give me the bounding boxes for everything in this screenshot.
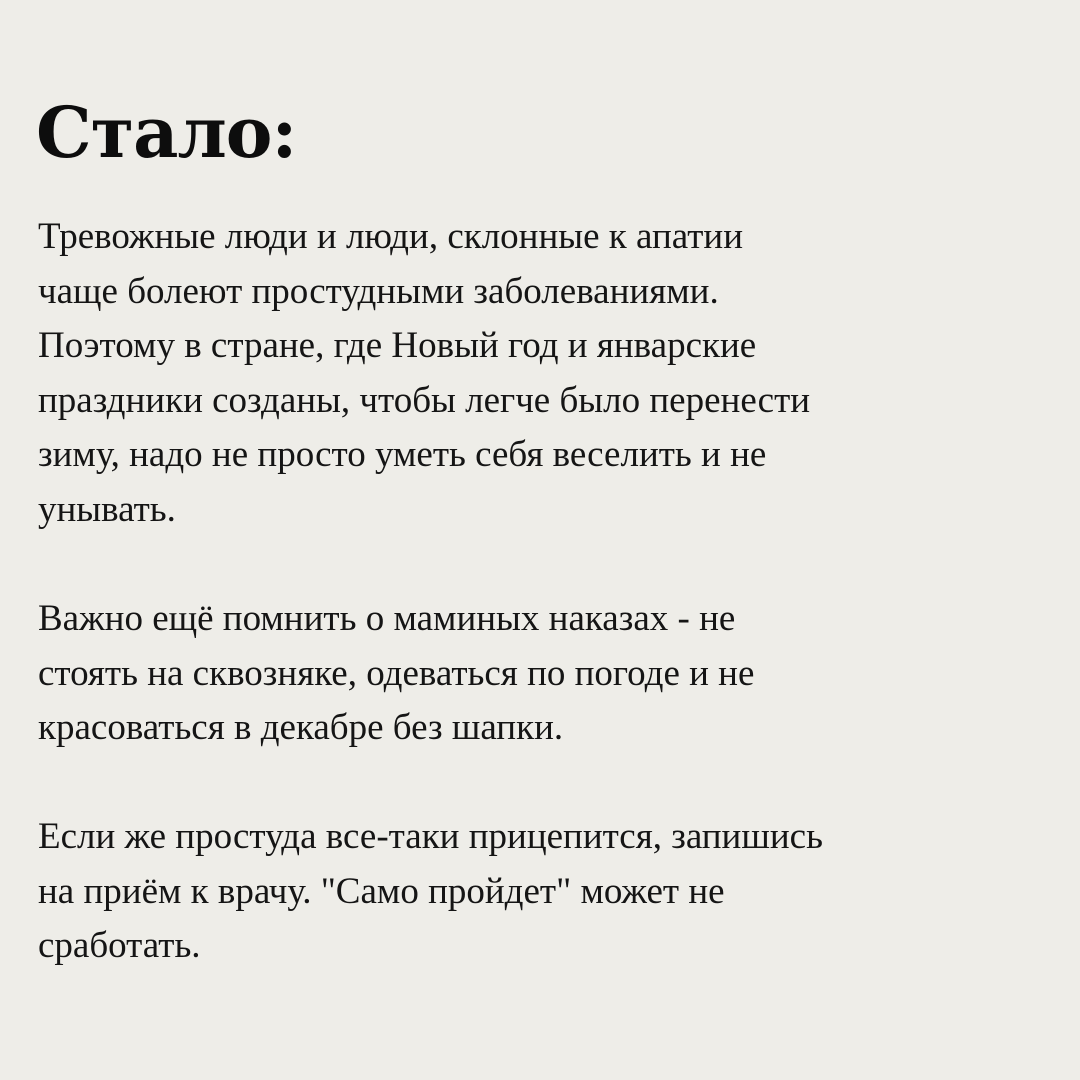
page-title: Стало: <box>36 91 297 174</box>
paragraph-1: Тревожные люди и люди, склонные к апатии чаще болеют простудными заболеваниями. Поэтому в стране, где Новый год и январские праздники созданы, чтобы легче было перенести зиму, надо не просто уметь себя веселить и не унывать. <box>38 216 811 530</box>
paragraph-3: Если же простуда все-таки прицепится, запишись на приём к врачу. "Само пройдет" может не сработать. <box>38 816 823 966</box>
paragraph-2: Важно ещё помнить о маминых наказах - не стоять на сквозняке, одеваться по погоде и не красоваться в декабре без шапки. <box>38 598 755 748</box>
